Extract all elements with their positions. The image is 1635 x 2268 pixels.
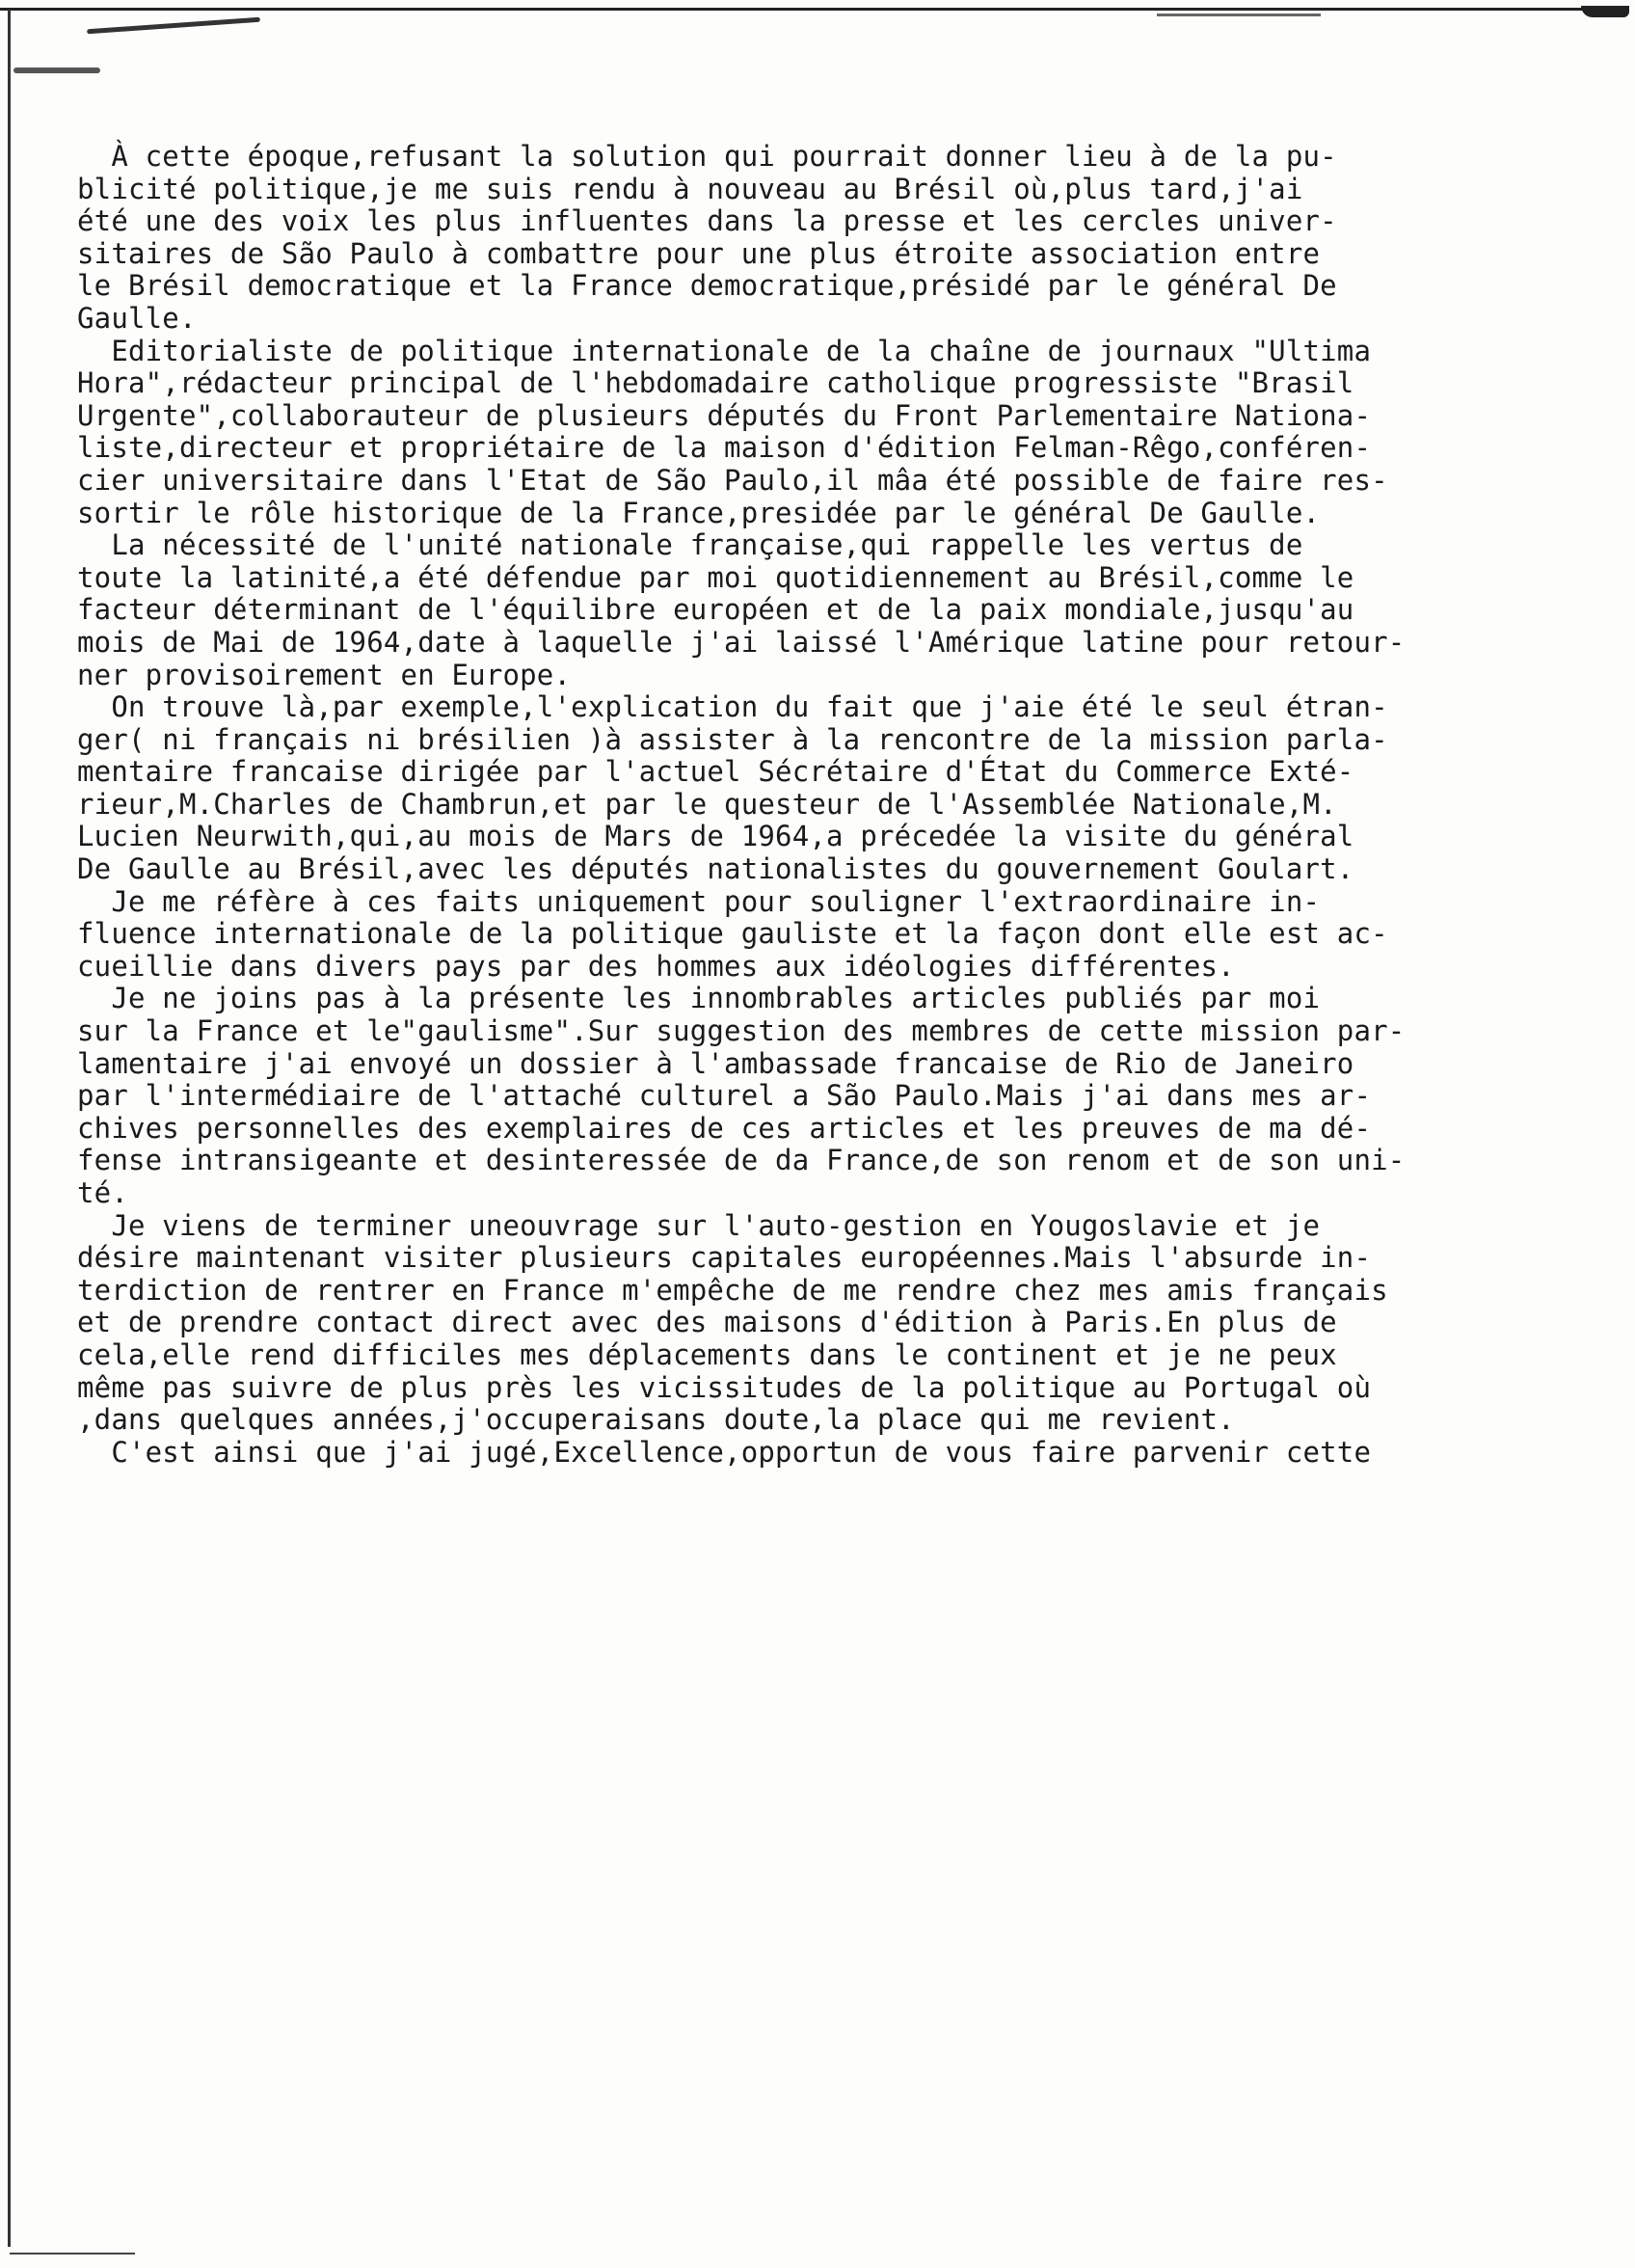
- text-line: cela,elle rend difficiles mes déplacements dans le continent et je ne peux: [77, 1337, 1337, 1371]
- page-edge-left: [8, 10, 11, 2247]
- text-line: De Gaulle au Brésil,avec les députés nationalistes du gouvernement Goulart.: [77, 852, 1354, 886]
- text-line: On trouve là,par exemple,l'explication du fait que j'aie été le seul étran-: [77, 690, 1388, 724]
- page-edge-bottom: [10, 2253, 135, 2254]
- text-line: Editorialiste de politique internationale de la chaîne de journaux "Ultima: [77, 334, 1372, 367]
- page-edge-top: [0, 8, 1600, 11]
- text-line: Urgente",collaborauteur de plusieurs députés du Front Parlementaire Nationa-: [77, 398, 1372, 432]
- scan-smudge: [87, 17, 260, 35]
- text-line: Je me réfère à ces faits uniquement pour souligner l'extraordinaire in-: [77, 884, 1321, 918]
- text-line: ner provisoirement en Europe.: [77, 658, 572, 691]
- text-line: Je viens de terminer uneouvrage sur l'auto-gestion en Yougoslavie et je: [77, 1208, 1321, 1242]
- text-line: chives personnelles des exemplaires de ces articles et les preuves de ma dé-: [77, 1111, 1372, 1145]
- scan-smudge: [1157, 14, 1321, 16]
- text-line: désire maintenant visiter plusieurs capitales européennes.Mais l'absurde in-: [77, 1241, 1372, 1275]
- text-line: té.: [77, 1176, 128, 1209]
- text-line: cueillie dans divers pays par des hommes aux idéologies différentes.: [77, 949, 1235, 983]
- text-line: Gaulle.: [77, 301, 197, 335]
- text-line: lamentaire j'ai envoyé un dossier à l'ambassade francaise de Rio de Janeiro: [77, 1046, 1354, 1080]
- text-line: rieur,M.Charles de Chambrun,et par le questeur de l'Assemblée Nationale,M.: [77, 787, 1337, 821]
- text-line: mentaire francaise dirigée par l'actuel Sécrétaire d'État du Commerce Exté-: [77, 755, 1354, 789]
- scan-smudge: [13, 68, 100, 73]
- text-line: Lucien Neurwith,qui,au mois de Mars de 1964,a précedée la visite du général: [77, 820, 1354, 853]
- text-line: blicité politique,je me suis rendu à nouveau au Brésil où,plus tard,j'ai: [77, 172, 1303, 205]
- text-line: et de prendre contact direct avec des maisons d'édition à Paris.En plus de: [77, 1306, 1337, 1339]
- text-line: le Brésil democratique et la France democratique,présidé par le général De: [77, 269, 1337, 303]
- text-line: facteur déterminant de l'équilibre européen et de la paix mondiale,jusqu'au: [77, 593, 1354, 627]
- text-line: ,dans quelques années,j'occuperaisans doute,la place qui me revient.: [77, 1403, 1235, 1437]
- page-edge-corner: [1581, 6, 1629, 17]
- text-line: liste,directeur et propriétaire de la maison d'édition Felman-Rêgo,conféren-: [77, 431, 1372, 465]
- text-line: mois de Mai de 1964,date à laquelle j'ai laissé l'Amérique latine pour retour-: [77, 625, 1406, 659]
- text-line: même pas suivre de plus près les vicissitudes de la politique au Portugal où: [77, 1370, 1372, 1404]
- letter-body: [77, 141, 1620, 1469]
- text-line: Hora",rédacteur principal de l'hebdomadaire catholique progressiste "Brasil: [77, 366, 1354, 400]
- text-line: C'est ainsi que j'ai jugé,Excellence,opportun de vous faire parvenir cette: [77, 1435, 1372, 1469]
- text-line: Je ne joins pas à la présente les innombrables articles publiés par moi: [77, 982, 1321, 1015]
- text-line: La nécessité de l'unité nationale française,qui rappelle les vertus de: [77, 528, 1303, 562]
- text-line: sitaires de São Paulo à combattre pour une plus étroite association entre: [77, 236, 1321, 270]
- text-line: cier universitaire dans l'Etat de São Paulo,il mâa été possible de faire res-: [77, 463, 1388, 497]
- text-line: ger( ni français ni brésilien )à assister à la rencontre de la mission parla-: [77, 722, 1388, 756]
- text-line: terdiction de rentrer en France m'empêche de me rendre chez mes amis français: [77, 1273, 1388, 1307]
- text-line: par l'intermédiaire de l'attaché culturel a São Paulo.Mais j'ai dans mes ar-: [77, 1079, 1372, 1113]
- text-line: toute la latinité,a été défendue par moi quotidiennement au Brésil,comme le: [77, 560, 1354, 594]
- text-line: fluence internationale de la politique gauliste et la façon dont elle est ac-: [77, 917, 1388, 951]
- text-line: sortir le rôle historique de la France,presidée par le général De Gaulle.: [77, 496, 1321, 529]
- text-line: été une des voix les plus influentes dans la presse et les cercles univer-: [77, 204, 1337, 238]
- text-line: fense intransigeante et desinteressée de da France,de son renom et de son uni-: [77, 1144, 1406, 1177]
- text-line: sur la France et le"gaulisme".Sur suggestion des membres de cette mission par-: [77, 1014, 1406, 1048]
- text-line: À cette époque,refusant la solution qui pourrait donner lieu à de la pu-: [77, 140, 1337, 173]
